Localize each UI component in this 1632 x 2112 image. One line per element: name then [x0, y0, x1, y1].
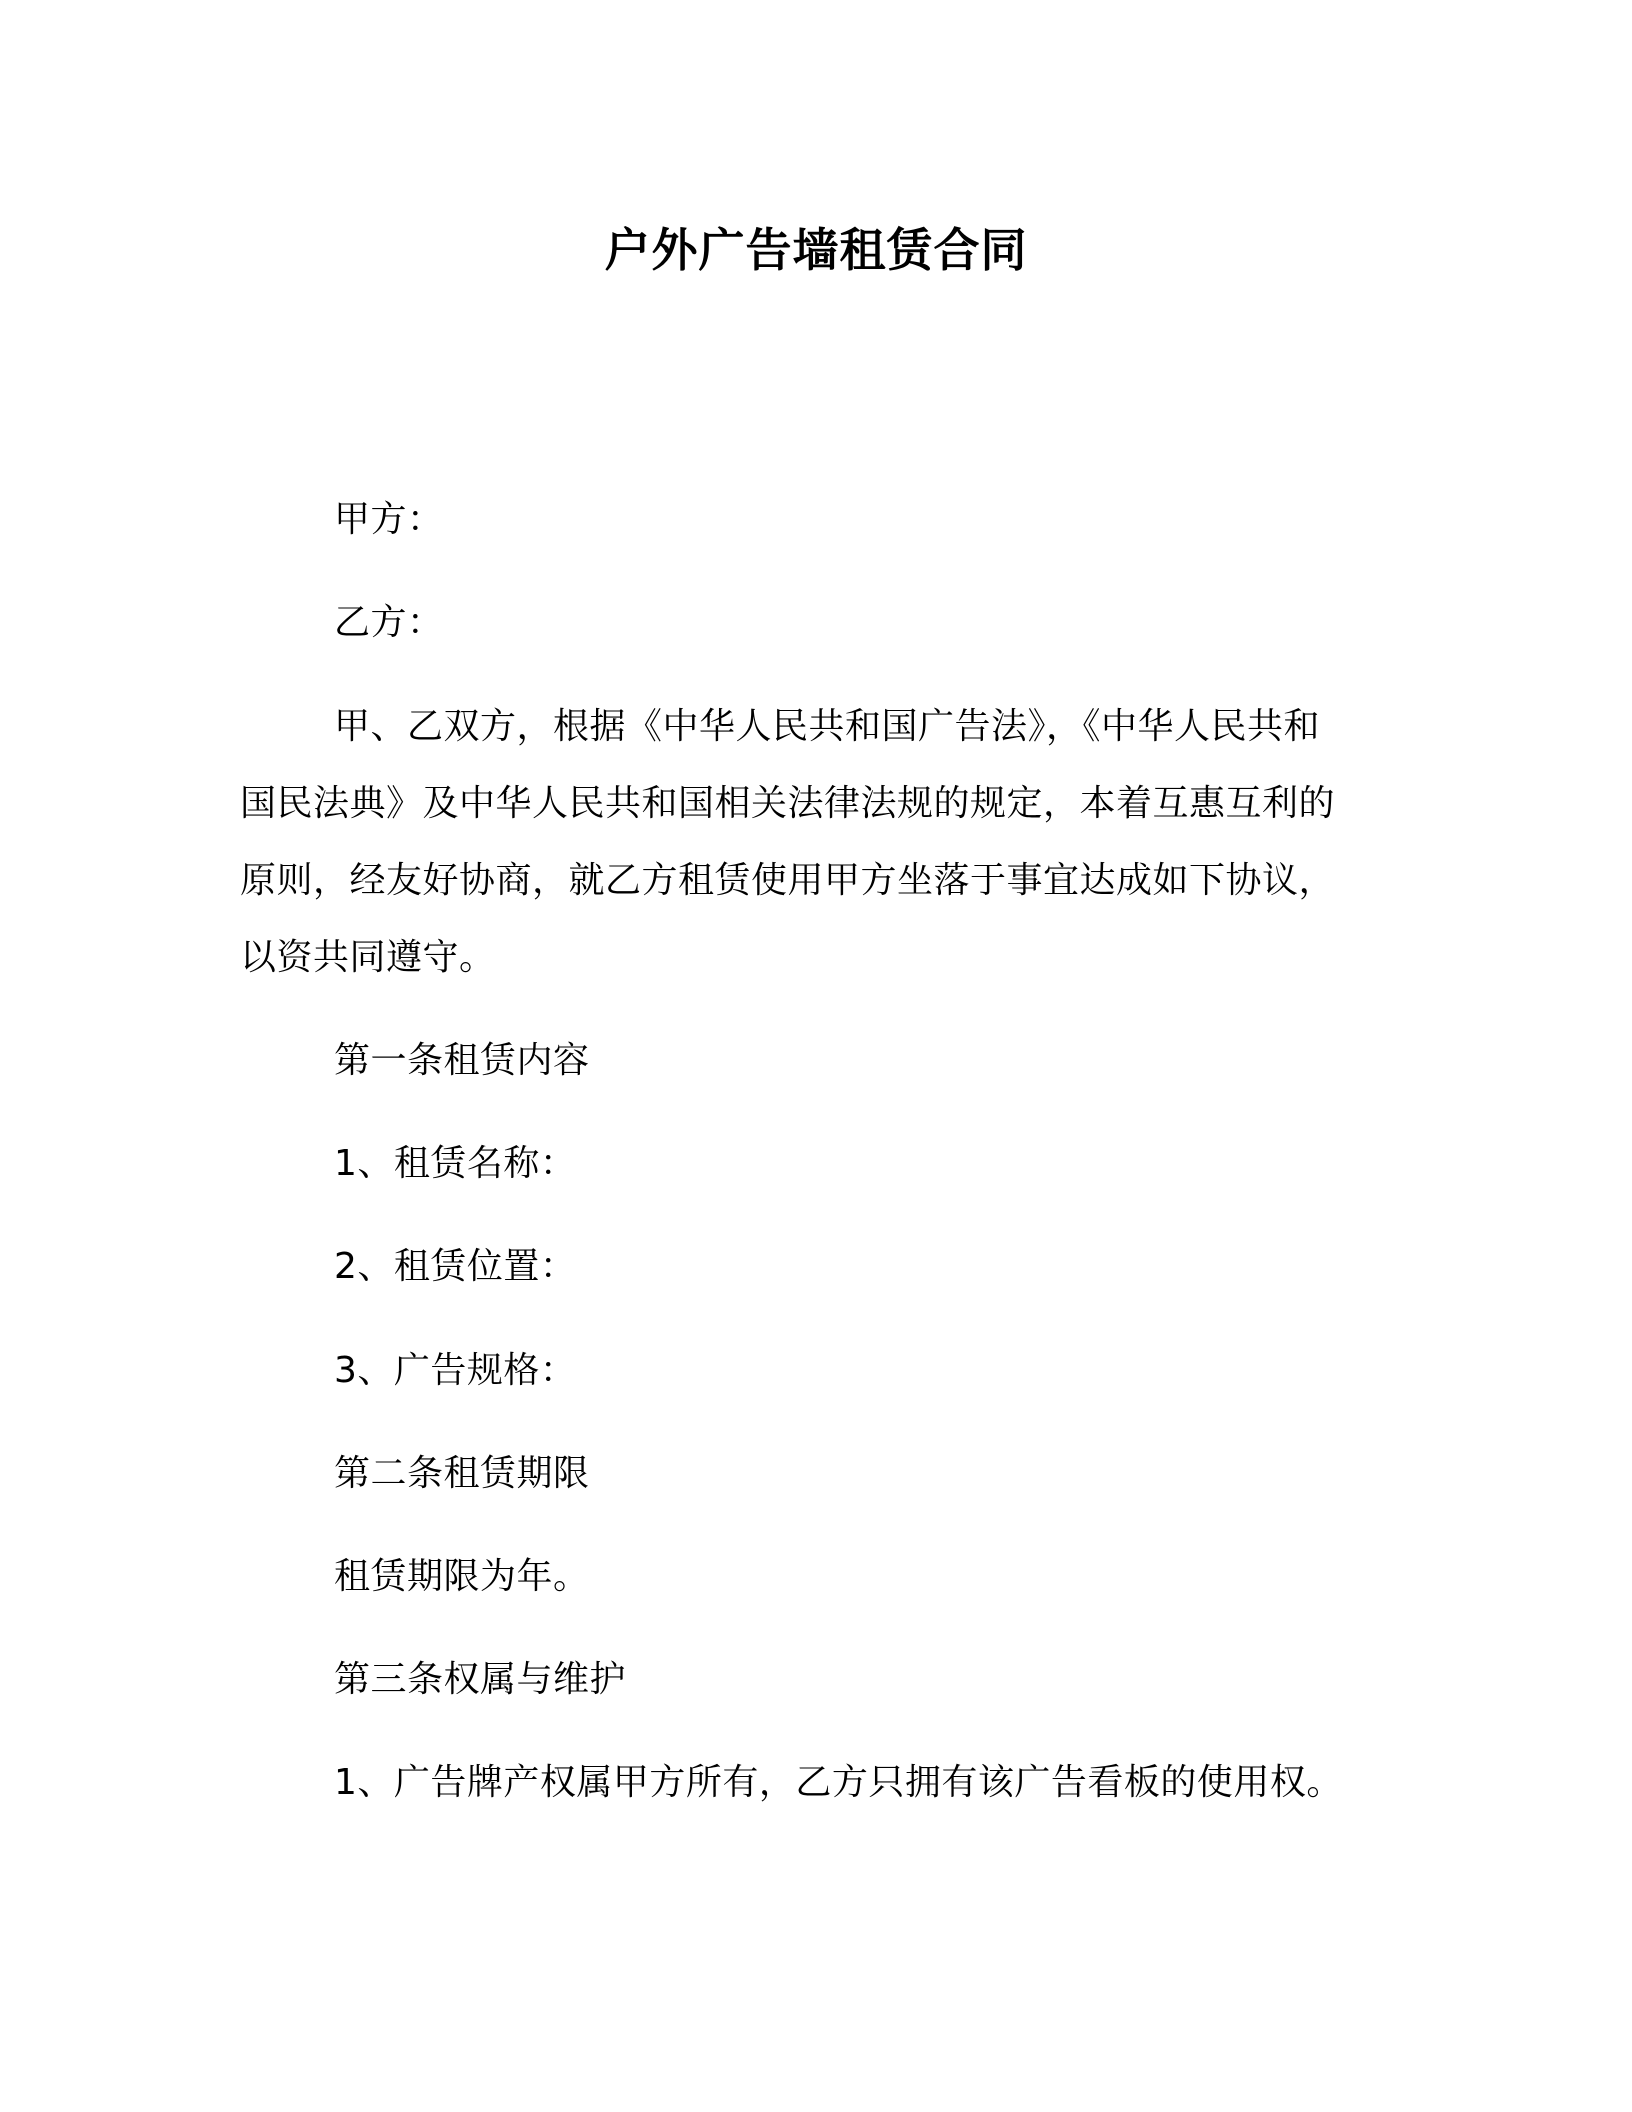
article1-item-1: 1、租赁名称： — [334, 1143, 577, 1184]
preamble-line-1: 甲、乙双方，根据《中华人民共和国广告法》，《中华人民共和 — [334, 706, 1321, 747]
article2-text: 租赁期限为年。 — [334, 1556, 590, 1597]
article3-item-1: 1、广告牌产权属甲方所有，乙方只拥有该广告看板的使用权。 — [334, 1762, 1343, 1803]
article2-heading: 第二条租赁期限 — [334, 1453, 590, 1494]
article1-item-3: 3、广告规格： — [334, 1350, 577, 1391]
document-title: 户外广告墙租赁合同 — [604, 223, 1028, 277]
article1-heading: 第一条租赁内容 — [334, 1040, 590, 1081]
preamble-line-3: 原则，经友好协商，就乙方租赁使用甲方坐落于事宜达成如下协议， — [240, 860, 1336, 901]
party-b-label: 乙方： — [334, 602, 444, 643]
preamble-line-4: 以资共同遵守。 — [240, 937, 496, 978]
article3-heading: 第三条权属与维护 — [334, 1659, 627, 1700]
article1-item-2: 2、租赁位置： — [334, 1246, 577, 1287]
preamble-line-2: 国民法典》及中华人民共和国相关法律法规的规定，本着互惠互利的 — [240, 783, 1336, 824]
party-a-label: 甲方： — [334, 499, 444, 540]
